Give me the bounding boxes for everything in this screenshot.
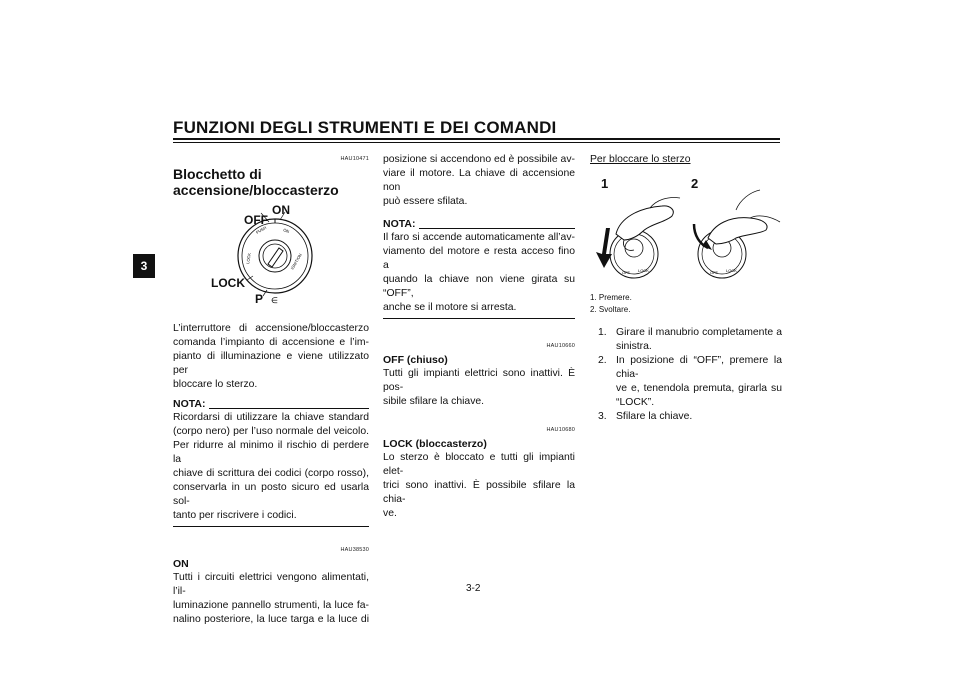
page-header-title: FUNZIONI DEGLI STRUMENTI E DEI COMANDI: [173, 118, 557, 137]
nota-header: [173, 397, 369, 411]
on-text: Tutti i circuiti elettrici vengono alimentati, l’il- luminazione pannello strumenti, la luce fa- nalino posteriore, la luce targa e la luce di: [173, 572, 369, 625]
column-2: [383, 153, 575, 521]
section-code: HAU10680: [546, 427, 575, 433]
nota-label: NOTA:: [383, 218, 416, 230]
off-heading: OFF (chiuso): [383, 354, 448, 366]
fig-label-on: ON: [272, 203, 290, 217]
column-1-body: [173, 322, 369, 627]
section-code: HAU38530: [340, 547, 369, 553]
step-item: 1. Girare il manubrio completamente a sinistra.: [598, 327, 782, 352]
on-text-continued: posizione si accendono ed è possibile av- viare il motore. La chiave di accensione non può essere sfilata.: [383, 154, 575, 207]
off-text: Tutti gli impianti elettrici sono inattivi. È pos- sibile sfilare la chiave.: [383, 368, 575, 407]
fig-label-off: OFF: [244, 213, 268, 227]
nota-end-rule: [383, 318, 575, 319]
section-code: HAU10660: [546, 343, 575, 349]
steering-lock-figure: [590, 188, 782, 288]
section-code: HAU10471: [340, 156, 369, 162]
nota-text: Il faro si accende automaticamente all’av- viamento del motore e resta acceso fino a quando la chiave non viene girata su “OFF”, anche se il motore si arresta.: [383, 232, 575, 313]
header-rule-thin: [173, 142, 780, 143]
header-rule: [173, 138, 780, 140]
on-heading: ON: [173, 558, 189, 570]
nota-header: [383, 217, 575, 231]
intro-paragraph: L’interruttore di accensione/bloccasterzo comanda l’impianto di accensione e l’im- pianto di illuminazione e viene utilizzato per bloccare lo sterzo.: [173, 323, 369, 390]
lock-text: Lo sterzo è bloccato e tutti gli impianti elet- trici sono inattivi. È possibile sfilare la chia- ve.: [383, 452, 575, 519]
steps-list: [598, 326, 782, 424]
figure-captions: 1. Premere. 2. Svoltare.: [590, 293, 632, 314]
nota-end-rule: [173, 526, 369, 527]
nota-label: NOTA:: [173, 398, 206, 410]
fig-number-1: 1: [601, 176, 609, 191]
svg-text:∈: ∈: [271, 296, 278, 305]
step-item: 3. Sfilare la chiave.: [598, 411, 693, 422]
chapter-tab: 3: [133, 254, 155, 278]
svg-text:LOCK: LOCK: [245, 252, 252, 265]
press-arrow-icon: [596, 228, 612, 268]
svg-text:LOCK: LOCK: [638, 268, 649, 273]
svg-text:ON: ON: [282, 227, 291, 234]
svg-text:IGNITION: IGNITION: [289, 252, 303, 271]
fig-label-lock: LOCK: [211, 276, 245, 290]
ignition-switch-figure: [205, 198, 335, 310]
section-heading: Blocchetto di accensione/bloccasterzo: [173, 166, 339, 198]
svg-text:LOCK: LOCK: [726, 268, 737, 273]
lock-heading: LOCK (bloccasterzo): [383, 438, 487, 450]
steering-lock-title: Per bloccare lo sterzo: [590, 154, 691, 165]
column-1: [173, 152, 369, 198]
fig-label-p: P: [255, 292, 264, 306]
svg-text:OFF: OFF: [710, 270, 718, 275]
step-item: 2. In posizione di “OFF”, premere la chia- ve e, tenendola premuta, girarla su “LOCK”.: [598, 355, 782, 408]
fig-number-2: 2: [691, 176, 699, 191]
page-number: 3-2: [466, 583, 481, 594]
svg-text:OFF: OFF: [622, 270, 630, 275]
nota-text: Ricordarsi di utilizzare la chiave standard (corpo nero) per l’uso normale del veicolo. Per ridurre al minimo il rischio di perdere la chiave di scrittura dei codici (corpo rosso), conservarla in un posto sicuro ed usarla sol- tanto per riscrivere i codici.: [173, 412, 369, 521]
svg-text:PUSH: PUSH: [255, 224, 268, 235]
